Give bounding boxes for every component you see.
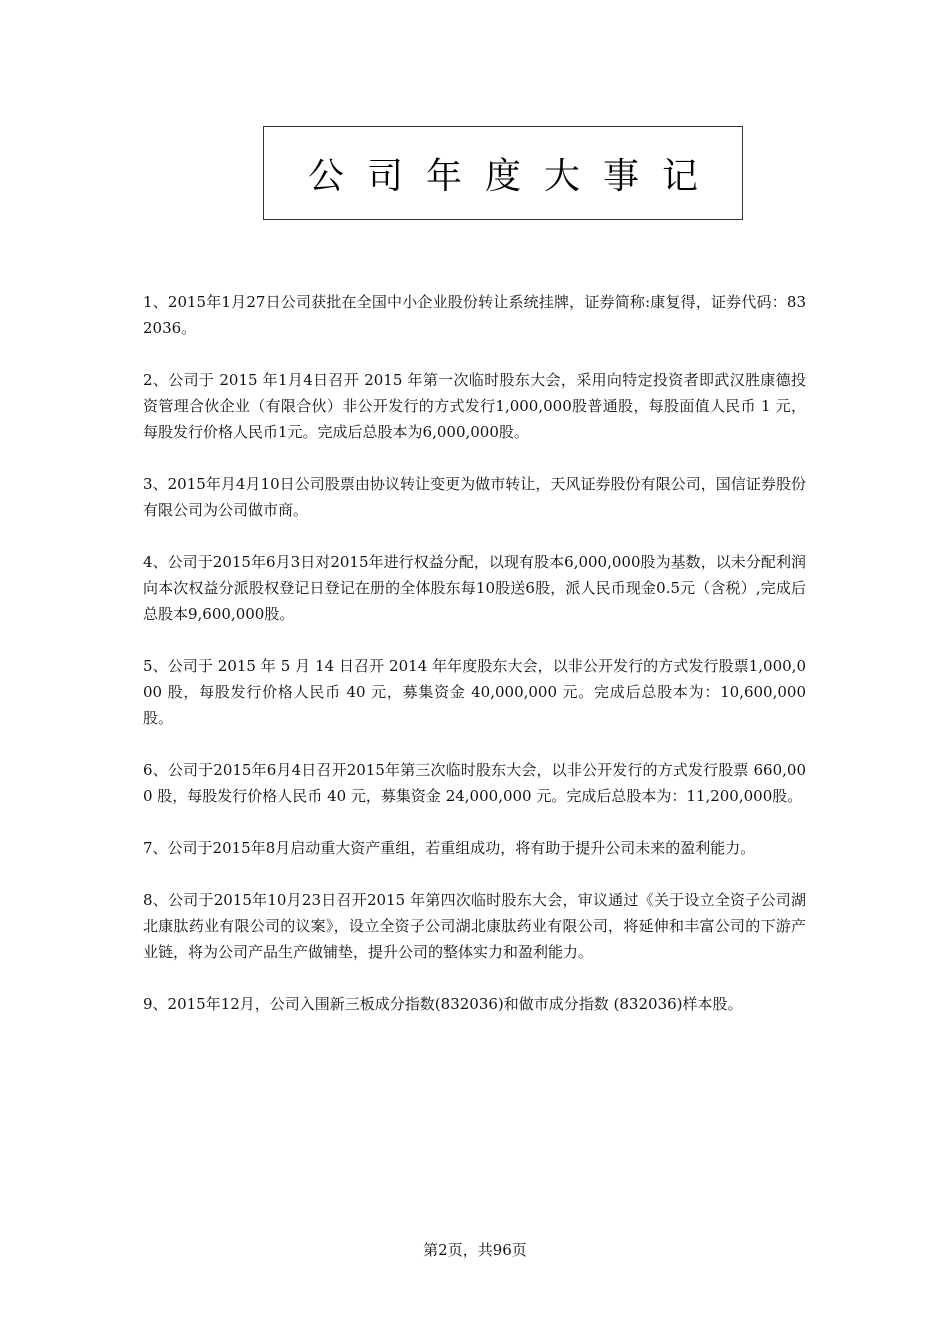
- event-item-3: 3、2015年月4月10日公司股票由协议转让变更为做市转让，天风证券股份有限公司，国信证券股份有限公司为公司做市商。: [143, 475, 806, 519]
- event-list: [143, 289, 806, 1043]
- page-title: 公司年度大事记: [307, 155, 721, 197]
- event-item-4: 4、公司于2015年6月3日对2015年进行权益分配，以现有股本6,000,000股为基数，以未分配利润向本次权益分派股权登记日登记在册的全体股东每10股送6股，派人民币现金0.5元（含税）,完成后总股本9,600,000股。: [143, 553, 806, 623]
- event-item-6: 6、公司于2015年6月4日召开2015年第三次临时股东大会，以非公开发行的方式发行股票 660,000 股，每股发行价格人民币 40 元，募集资金 24,000,000 元。完成后总股本为：11,200,000股。: [143, 761, 806, 805]
- page-number-footer: 第2页，共96页: [423, 1241, 527, 1259]
- event-item-1: 1、2015年1月27日公司获批在全国中小企业股份转让系统挂牌，证券简称:康复得，证券代码：832036。: [143, 293, 806, 337]
- event-item-7: 7、公司于2015年8月启动重大资产重组，若重组成功，将有助于提升公司未来的盈利能力。: [143, 839, 756, 857]
- event-item-9: 9、2015年12月，公司入围新三板成分指数(832036)和做市成分指数 (832036)样本股。: [143, 995, 743, 1013]
- event-item-2: 2、公司于 2015 年1月4日召开 2015 年第一次临时股东大会，采用向特定投资者即武汉胜康德投资管理合伙企业（有限合伙）非公开发行的方式发行1,000,000股普通股，每股面值人民币 1 元，每股发行价格人民币1元。完成后总股本为6,000,000股。: [143, 371, 806, 441]
- event-item-5: 5、公司于 2015 年 5 月 14 日召开 2014 年年度股东大会，以非公开发行的方式发行股票1,000,000 股，每股发行价格人民币 40 元，募集资金 40,000,000 元。完成后总股本为：10,600,000股。: [143, 657, 806, 727]
- title-box: [263, 126, 743, 220]
- event-item-8: 8、公司于2015年10月23日召开2015 年第四次临时股东大会，审议通过《关于设立全资子公司湖北康肽药业有限公司的议案》，设立全资子公司湖北康肽药业有限公司，将延伸和丰富公司的下游产业链，将为公司产品生产做铺垫，提升公司的整体实力和盈利能力。: [143, 891, 806, 961]
